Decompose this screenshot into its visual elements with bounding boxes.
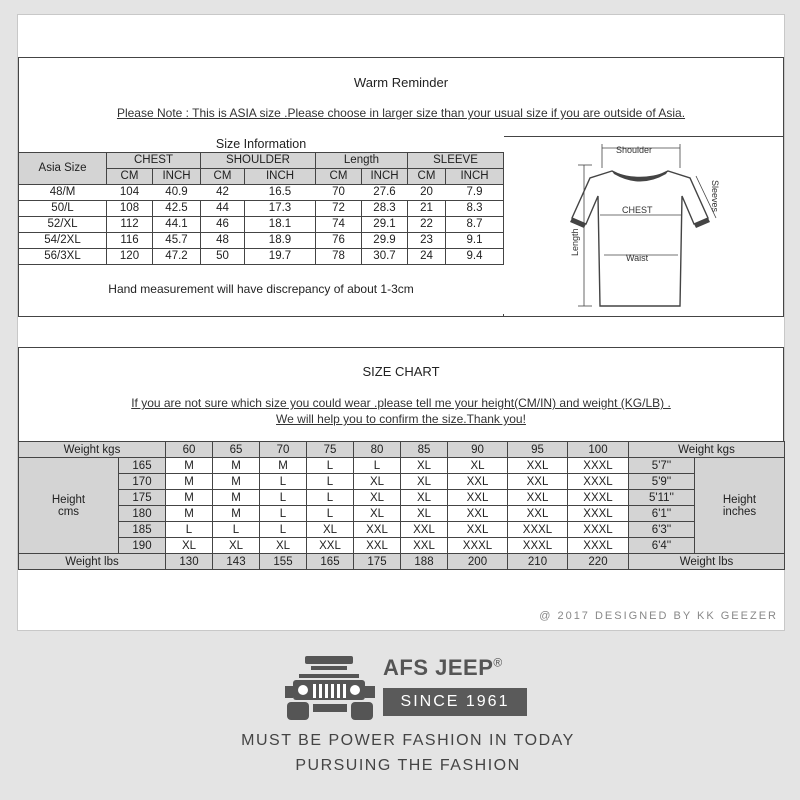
measurement-cell: 22 — [408, 216, 446, 232]
size-cell: XXL — [508, 490, 568, 506]
size-label-cell: 54/2XL — [19, 232, 107, 248]
measurement-cell: 42.5 — [153, 200, 201, 216]
measurement-cell: 24 — [408, 248, 446, 264]
unit-header: INCH — [446, 168, 504, 184]
design-credit: @ 2017 DESIGNED BY KK GEEZER — [539, 610, 778, 622]
size-cell: M — [213, 506, 260, 522]
size-cell: XL — [401, 490, 448, 506]
table-row — [19, 490, 785, 506]
weight-kg-cell: 60 — [166, 442, 213, 458]
size-cell: XL — [401, 474, 448, 490]
weight-lb-cell: 175 — [354, 554, 401, 570]
since-badge: SINCE 1961 — [383, 688, 527, 716]
table-row — [19, 184, 504, 200]
size-cell: XL — [260, 538, 307, 554]
weight-kg-cell: 70 — [260, 442, 307, 458]
table-row — [19, 458, 785, 474]
measurement-cell: 104 — [107, 184, 153, 200]
height-cm-cell: 190 — [119, 538, 166, 554]
weight-lbs-label: Weight lbs — [19, 554, 166, 570]
measurement-cell: 72 — [316, 200, 362, 216]
weight-kg-cell: 75 — [307, 442, 354, 458]
weight-kgs-row — [19, 442, 785, 458]
measurement-cell: 116 — [107, 232, 153, 248]
size-cell: L — [307, 506, 354, 522]
measurement-cell: 74 — [316, 216, 362, 232]
size-cell: L — [213, 522, 260, 538]
size-cell: XL — [401, 506, 448, 522]
height-cm-cell: 170 — [119, 474, 166, 490]
weight-kg-cell: 85 — [401, 442, 448, 458]
size-cell: XL — [354, 474, 401, 490]
measurement-cell: 18.1 — [245, 216, 316, 232]
size-cell: M — [260, 458, 307, 474]
size-cell: M — [166, 458, 213, 474]
size-cell: XXL — [508, 458, 568, 474]
weight-lbs-label: Weight lbs — [629, 554, 785, 570]
size-cell: XXXL — [508, 522, 568, 538]
measurement-cell: 50 — [201, 248, 245, 264]
size-chart-instruction: If you are not sure which size you could wear .please tell me your height(CM/IN) and weight (KG/LB) . — [131, 396, 671, 410]
size-cell: M — [166, 506, 213, 522]
table-row — [19, 200, 504, 216]
unit-header: CM — [316, 168, 362, 184]
size-cell: XXXL — [568, 490, 629, 506]
warm-reminder-title: Warm Reminder — [353, 75, 449, 90]
size-cell: L — [354, 458, 401, 474]
size-cell: L — [307, 458, 354, 474]
measurement-cell: 18.9 — [245, 232, 316, 248]
size-cell: M — [213, 490, 260, 506]
size-cell: XXL — [448, 522, 508, 538]
measurement-cell: 29.9 — [362, 232, 408, 248]
height-weight-size-table — [18, 441, 785, 570]
height-inch-cell: 5'7'' — [629, 458, 695, 474]
weight-lb-cell: 130 — [166, 554, 213, 570]
group-header: Length — [316, 152, 408, 168]
size-label-cell: 50/L — [19, 200, 107, 216]
height-cm-cell: 175 — [119, 490, 166, 506]
measurement-cell: 42 — [201, 184, 245, 200]
height-inch-cell: 5'11'' — [629, 490, 695, 506]
unit-header: INCH — [153, 168, 201, 184]
measurement-cell: 9.4 — [446, 248, 504, 264]
measurement-cell: 29.1 — [362, 216, 408, 232]
measurement-cell: 17.3 — [245, 200, 316, 216]
measurement-cell: 7.9 — [446, 184, 504, 200]
size-label-cell: 56/3XL — [19, 248, 107, 264]
size-cell: L — [307, 474, 354, 490]
height-inch-cell: 6'4'' — [629, 538, 695, 554]
unit-header: CM — [201, 168, 245, 184]
table-row — [19, 232, 504, 248]
measurement-cell: 48 — [201, 232, 245, 248]
measurement-cell: 78 — [316, 248, 362, 264]
height-inch-cell: 5'9'' — [629, 474, 695, 490]
discrepancy-note: Hand measurement will have discrepancy of about 1-3cm — [19, 264, 504, 314]
table-row — [19, 538, 785, 554]
height-inches-label: Height inches — [695, 458, 785, 554]
diagram-label-sleeves: Sleeves — [710, 180, 720, 213]
measurement-cell: 46 — [201, 216, 245, 232]
brand-motto: MUST BE POWER FASHION IN TODAY — [241, 732, 575, 749]
group-header: SHOULDER — [201, 152, 316, 168]
unit-header: CM — [107, 168, 153, 184]
weight-lb-cell: 143 — [213, 554, 260, 570]
size-cell: XXL — [508, 474, 568, 490]
measurement-cell: 45.7 — [153, 232, 201, 248]
table-row — [19, 248, 504, 264]
measurement-cell: 21 — [408, 200, 446, 216]
size-cell: M — [213, 474, 260, 490]
height-cm-cell: 165 — [119, 458, 166, 474]
measurement-cell: 47.2 — [153, 248, 201, 264]
table-row — [19, 522, 785, 538]
size-information-table — [18, 136, 504, 314]
measurement-cell: 23 — [408, 232, 446, 248]
measurement-cell: 8.3 — [446, 200, 504, 216]
weight-kg-cell: 90 — [448, 442, 508, 458]
measurement-cell: 16.5 — [245, 184, 316, 200]
measurement-cell: 70 — [316, 184, 362, 200]
size-cell: L — [260, 490, 307, 506]
diagram-label-chest: CHEST — [622, 205, 653, 215]
measurement-cell: 44 — [201, 200, 245, 216]
jeep-front-icon — [285, 652, 385, 722]
measurement-cell: 44.1 — [153, 216, 201, 232]
weight-kg-cell: 65 — [213, 442, 260, 458]
weight-kg-cell: 100 — [568, 442, 629, 458]
size-cell: L — [166, 522, 213, 538]
measurement-cell: 9.1 — [446, 232, 504, 248]
size-cell: XL — [401, 458, 448, 474]
diagram-label-shoulder: Shoulder — [616, 145, 653, 155]
weight-lb-cell: 200 — [448, 554, 508, 570]
size-cell: XXL — [448, 490, 508, 506]
size-chart-title: SIZE CHART — [362, 364, 440, 379]
size-chart-instruction: We will help you to confirm the size.Thank you! — [276, 412, 526, 426]
size-cell: XXXL — [568, 458, 629, 474]
size-cell: XL — [354, 506, 401, 522]
size-cell: XXL — [354, 522, 401, 538]
size-cell: M — [166, 474, 213, 490]
unit-header: CM — [408, 168, 446, 184]
measurement-cell: 76 — [316, 232, 362, 248]
weight-lb-cell: 165 — [307, 554, 354, 570]
size-cell: XXXL — [568, 506, 629, 522]
weight-lb-cell: 155 — [260, 554, 307, 570]
table-row — [19, 474, 785, 490]
measurement-cell: 20 — [408, 184, 446, 200]
weight-lb-cell: 188 — [401, 554, 448, 570]
group-header: CHEST — [107, 152, 201, 168]
size-cell: XL — [307, 522, 354, 538]
size-cell: XXL — [307, 538, 354, 554]
size-label-cell: 48/M — [19, 184, 107, 200]
asia-size-header: Asia Size — [19, 152, 107, 184]
measurement-cell: 28.3 — [362, 200, 408, 216]
size-label-cell: 52/XL — [19, 216, 107, 232]
measurement-cell: 27.6 — [362, 184, 408, 200]
weight-kg-cell: 80 — [354, 442, 401, 458]
size-cell: XL — [213, 538, 260, 554]
measurement-cell: 30.7 — [362, 248, 408, 264]
measurement-cell: 108 — [107, 200, 153, 216]
size-cell: L — [260, 506, 307, 522]
size-cell: XXL — [448, 474, 508, 490]
brand-motto: PURSUING THE FASHION — [295, 757, 521, 774]
diagram-label-waist: Waist — [626, 253, 649, 263]
size-cell: XXXL — [568, 474, 629, 490]
size-cell: XXXL — [568, 538, 629, 554]
measurement-cell: 112 — [107, 216, 153, 232]
size-cell: XXL — [448, 506, 508, 522]
size-cell: L — [307, 490, 354, 506]
size-information-title: Size Information — [19, 136, 504, 152]
height-cms-label: Height cms — [19, 458, 119, 554]
unit-header: INCH — [362, 168, 408, 184]
size-cell: XL — [166, 538, 213, 554]
measurement-cell: 8.7 — [446, 216, 504, 232]
weight-lbs-row — [19, 554, 785, 570]
size-cell: XXL — [401, 522, 448, 538]
asia-size-note: Please Note : This is ASIA size .Please choose in larger size than your usual size if you are outside of Asia. — [116, 106, 686, 120]
table-row — [19, 506, 785, 522]
size-cell: M — [166, 490, 213, 506]
diagram-label-length: Length — [570, 228, 580, 256]
measurement-cell: 120 — [107, 248, 153, 264]
size-cell: XL — [448, 458, 508, 474]
height-cm-cell: 180 — [119, 506, 166, 522]
size-cell: XXXL — [568, 522, 629, 538]
size-cell: L — [260, 474, 307, 490]
size-cell: XL — [354, 490, 401, 506]
size-cell: XXXL — [508, 538, 568, 554]
brand-name: AFS JEEP® — [383, 655, 503, 680]
size-cell: L — [260, 522, 307, 538]
weight-kgs-label: Weight kgs — [629, 442, 785, 458]
height-inch-cell: 6'3'' — [629, 522, 695, 538]
size-cell: XXL — [508, 506, 568, 522]
size-cell: XXXL — [448, 538, 508, 554]
weight-kg-cell: 95 — [508, 442, 568, 458]
group-header: SLEEVE — [408, 152, 504, 168]
unit-header: INCH — [245, 168, 316, 184]
weight-lb-cell: 220 — [568, 554, 629, 570]
height-cm-cell: 185 — [119, 522, 166, 538]
size-cell: XXL — [401, 538, 448, 554]
size-cell: XXL — [354, 538, 401, 554]
tshirt-measurement-diagram — [520, 138, 770, 314]
height-inch-cell: 6'1'' — [629, 506, 695, 522]
table-row — [19, 216, 504, 232]
measurement-cell: 40.9 — [153, 184, 201, 200]
size-cell: M — [213, 458, 260, 474]
weight-kgs-label: Weight kgs — [19, 442, 166, 458]
measurement-cell: 19.7 — [245, 248, 316, 264]
weight-lb-cell: 210 — [508, 554, 568, 570]
